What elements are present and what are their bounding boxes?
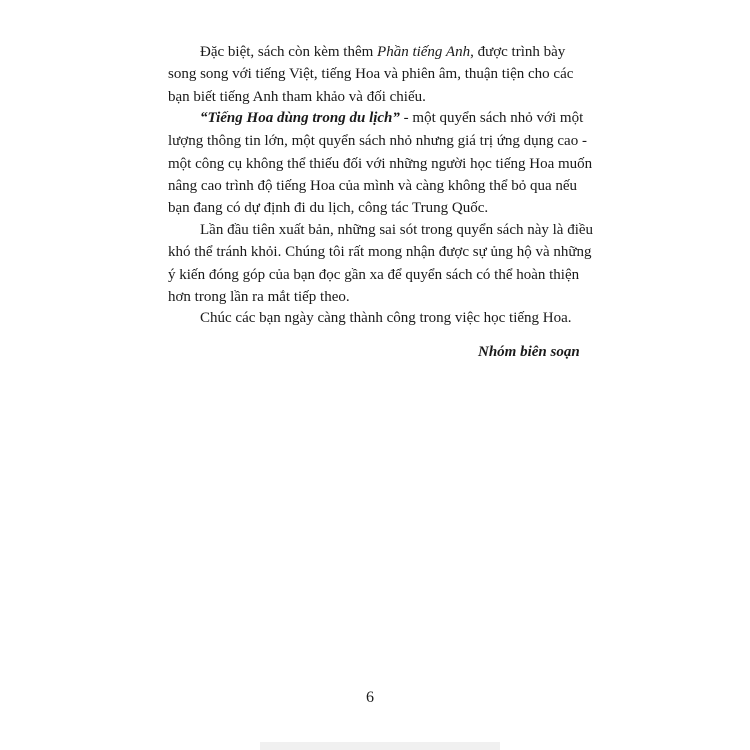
scan-edge-strip bbox=[260, 742, 500, 750]
text-run: , được trình bày bbox=[470, 44, 566, 60]
paragraph-2-line-1 bbox=[200, 109, 583, 127]
book-title-run: “Tiếng Hoa dùng trong du lịch” bbox=[200, 110, 400, 126]
text-run: - một quyển sách nhỏ với một bbox=[399, 110, 584, 126]
paragraph-3-line-2: khó thể tránh khỏi. Chúng tôi rất mong nhận được sự ủng hộ và những bbox=[168, 244, 592, 260]
page-number: 6 bbox=[366, 689, 374, 706]
paragraph-1-line-2: song song với tiếng Việt, tiếng Hoa và phiên âm, thuận tiện cho các bbox=[168, 66, 574, 82]
paragraph-2-line-5: bạn đang có dự định đi du lịch, công tác Trung Quốc. bbox=[168, 200, 489, 216]
paragraph-2-line-3: một công cụ không thể thiếu đối với những người học tiếng Hoa muốn bbox=[168, 156, 593, 172]
signature: Nhóm biên soạn bbox=[478, 344, 580, 360]
paragraph-4-line-1: Chúc các bạn ngày càng thành công trong việc học tiếng Hoa. bbox=[200, 310, 572, 326]
paragraph-1-line-3: bạn biết tiếng Anh tham khảo và đối chiếu. bbox=[168, 89, 426, 105]
paragraph-1-line-1 bbox=[200, 43, 565, 61]
paragraph-2-line-4: nâng cao trình độ tiếng Hoa của mình và càng không thể bỏ qua nếu bbox=[168, 178, 578, 194]
paragraph-3-line-4: hơn trong lần ra mắt tiếp theo. bbox=[168, 289, 350, 305]
paragraph-3-line-1: Lần đầu tiên xuất bản, những sai sót trong quyển sách này là điều bbox=[200, 222, 594, 238]
text-run: Đặc biệt, sách còn kèm thêm bbox=[200, 44, 378, 60]
italic-title-run: Phần tiếng Anh bbox=[377, 44, 471, 60]
paragraph-3-line-3: ý kiến đóng góp của bạn đọc gần xa để quyển sách có thể hoàn thiện bbox=[168, 267, 580, 283]
paragraph-2-line-2: lượng thông tin lớn, một quyển sách nhỏ nhưng giá trị ứng dụng cao - bbox=[168, 133, 587, 149]
